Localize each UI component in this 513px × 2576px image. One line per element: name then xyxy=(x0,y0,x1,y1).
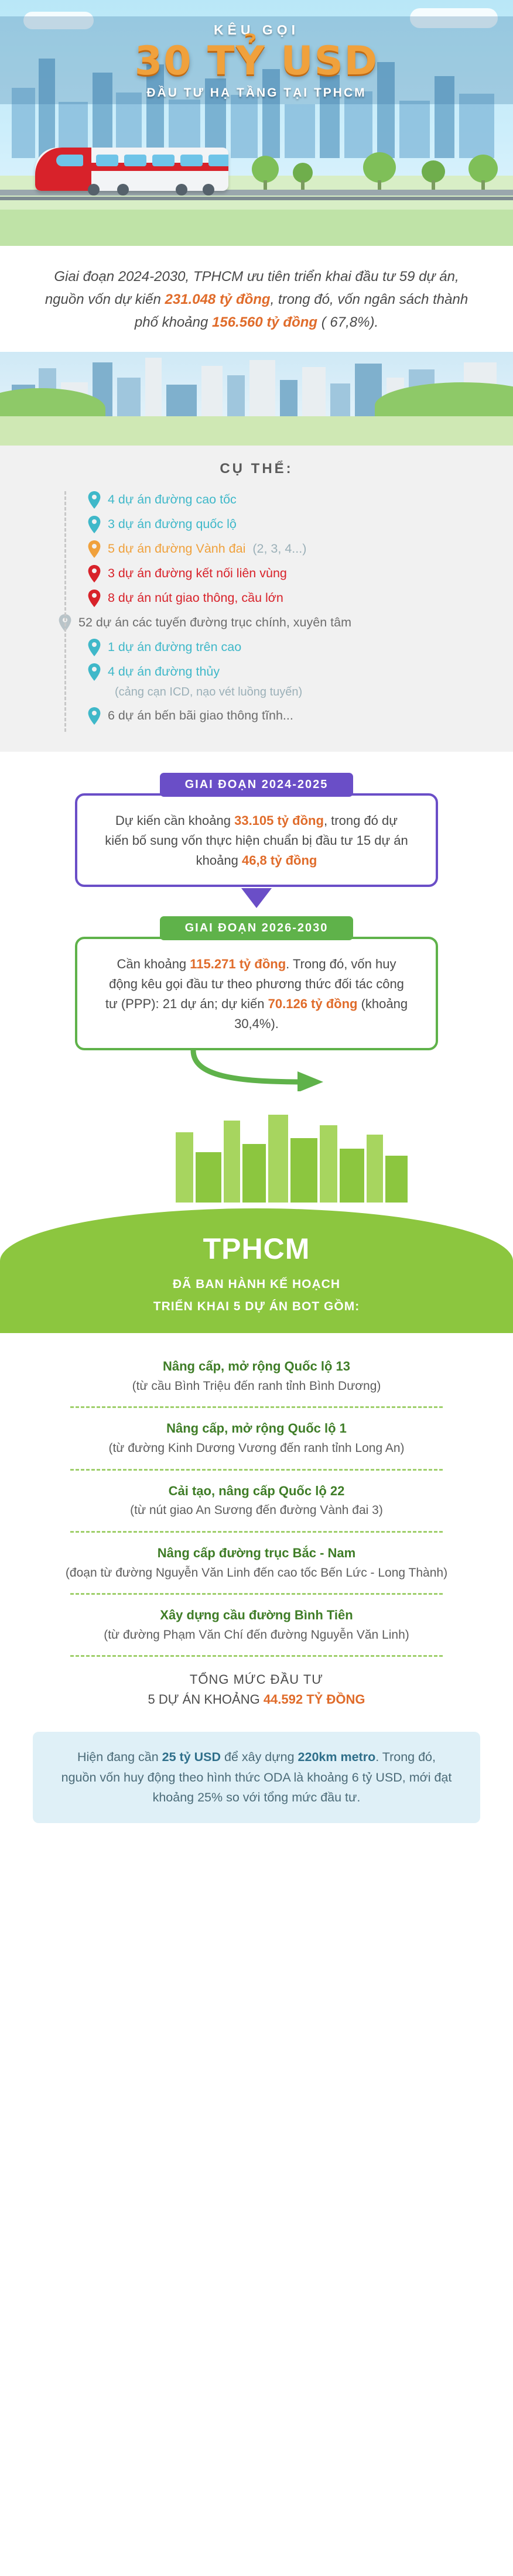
detail-row xyxy=(88,586,513,611)
phase-text-1: Cần khoảng xyxy=(117,956,190,971)
curved-arrow-icon xyxy=(0,1050,513,1091)
detail-row-label: 3 dự án đường quốc lộ xyxy=(108,517,237,532)
green-skyline xyxy=(0,1097,513,1203)
project-name: Xây dựng cầu đường Bình Tiên xyxy=(160,1608,353,1623)
green-banner xyxy=(0,1208,513,1333)
detail-dashed-line xyxy=(64,491,66,732)
tree-icon xyxy=(252,157,279,190)
phase-body xyxy=(75,937,438,1050)
hero-subheadline: ĐẦU TƯ HẠ TẦNG TẠI TPHCM xyxy=(146,86,367,100)
footnote-text-1: Hiện đang cần xyxy=(77,1750,162,1765)
skyline-building xyxy=(399,101,430,158)
map-pin-icon xyxy=(88,639,101,656)
city-building xyxy=(117,378,141,419)
detail-row xyxy=(88,704,513,728)
hero-headline: 30 TỶ USD xyxy=(134,38,379,84)
detail-row-label: 6 dự án bến bãi giao thông tĩnh... xyxy=(108,708,293,723)
skyline-building xyxy=(285,104,315,158)
rail-track xyxy=(0,197,513,200)
detail-row-subnote: (cảng cạn ICD, nạo vét luồng tuyến) xyxy=(115,685,303,698)
city-ground xyxy=(0,416,513,446)
map-pin-icon xyxy=(88,491,101,509)
city-strip-illustration xyxy=(0,352,513,446)
train-window xyxy=(208,155,228,166)
project-detail: (từ nút giao An Sương đến đường Vành đai 3) xyxy=(130,1503,383,1517)
detail-row xyxy=(59,611,513,635)
city-building xyxy=(330,383,350,419)
projects-list xyxy=(0,1333,513,1719)
phase-value-1: 33.105 tỷ đồng xyxy=(234,813,324,828)
tree-icon xyxy=(468,156,498,190)
footnote-value-2: 220km metro xyxy=(297,1750,376,1765)
train-wheel xyxy=(176,184,187,196)
phase-2026-2030 xyxy=(52,916,461,1050)
phase-value-1: 115.271 tỷ đồng xyxy=(190,956,286,971)
green-building xyxy=(290,1138,317,1203)
detail-row-label: 4 dự án đường thủy xyxy=(108,664,220,679)
detail-heading: CỤ THỂ: xyxy=(220,460,293,477)
divider xyxy=(70,1406,443,1408)
project-item xyxy=(0,1597,513,1653)
hero-banner xyxy=(0,0,513,246)
total-label: TỔNG MỨC ĐẦU TƯ xyxy=(189,1672,324,1687)
hero-title-group xyxy=(0,22,513,100)
train-illustration xyxy=(35,148,228,191)
detail-row xyxy=(88,488,513,512)
green-building xyxy=(196,1152,221,1203)
map-pin-icon xyxy=(88,516,101,533)
map-pin-icon xyxy=(88,565,101,583)
detail-row-label: 4 dự án đường cao tốc xyxy=(108,492,237,507)
train-window xyxy=(152,155,175,166)
green-title: TPHCM xyxy=(203,1232,310,1266)
train-wheel xyxy=(203,184,214,196)
train-window xyxy=(96,155,118,166)
project-detail: (từ cầu Bình Triệu đến ranh tỉnh Bình Dương) xyxy=(132,1379,381,1393)
project-name: Nâng cấp, mở rộng Quốc lộ 13 xyxy=(162,1359,351,1374)
phase-pill-label: GIAI ĐOẠN 2026-2030 xyxy=(160,916,353,940)
detail-row xyxy=(88,537,513,561)
city-building xyxy=(145,358,162,419)
intro-paragraph xyxy=(0,246,513,352)
hero-ground-front xyxy=(0,210,513,246)
divider xyxy=(70,1531,443,1533)
tree-icon xyxy=(422,160,445,190)
green-building xyxy=(320,1125,337,1203)
phases-section xyxy=(0,752,513,1098)
project-item xyxy=(0,1535,513,1591)
phase-text-1: Dự kiến cần khoảng xyxy=(115,813,235,828)
detail-row xyxy=(88,635,513,660)
project-detail: (từ đường Phạm Văn Chí đến đường Nguyễn Văn Linh) xyxy=(104,1628,409,1642)
detail-row xyxy=(88,512,513,537)
skyline-building xyxy=(231,95,258,158)
hero-kicker: KÊU GỌI xyxy=(213,22,300,37)
detail-row-label: 1 dự án đường trên cao xyxy=(108,640,242,655)
detail-row-note: (2, 3, 4...) xyxy=(252,542,307,556)
detail-row xyxy=(88,660,513,684)
detail-row xyxy=(88,561,513,586)
footnote-text-2: để xây dựng xyxy=(221,1750,298,1765)
train-window xyxy=(124,155,146,166)
project-item xyxy=(0,1410,513,1466)
divider xyxy=(70,1469,443,1471)
train-window xyxy=(180,155,203,166)
green-building xyxy=(176,1132,193,1203)
intro-text-3: ( 67,8%). xyxy=(317,314,379,330)
green-building xyxy=(385,1156,408,1203)
detail-row-label: 52 dự án các tuyến đường trục chính, xuyên tâm xyxy=(78,615,351,630)
phase-pill-label: GIAI ĐOẠN 2024-2025 xyxy=(160,773,353,797)
phase-text-2: . Trong đó, vốn huy động kêu gọi đầu tư theo phương thức đối tác công tư (PPP): 21 dự án; dự kiến xyxy=(105,956,404,1012)
city-building xyxy=(201,366,223,419)
city-building xyxy=(166,385,197,419)
green-subtitle-line1: ĐÃ BAN HÀNH KẾ HOẠCH xyxy=(173,1277,340,1292)
project-name: Nâng cấp, mở rộng Quốc lộ 1 xyxy=(166,1421,347,1436)
phase-value-2: 70.126 tỷ đồng xyxy=(268,996,358,1012)
green-subtitle-line2: TRIỂN KHAI 5 DỰ ÁN BOT GỒM: xyxy=(153,1299,360,1313)
detail-row-label: 3 dự án đường kết nối liên vùng xyxy=(108,566,287,581)
intro-value-2: 156.560 tỷ đồng xyxy=(212,314,318,330)
phase-value-2: 46,8 tỷ đồng xyxy=(241,852,317,868)
phase-text-2: , trong đó dự kiến bố sung vốn thực hiện chuẩn bị đầu tư 15 dự án khoảng xyxy=(105,813,408,868)
city-building xyxy=(227,375,245,419)
city-building xyxy=(249,360,275,419)
project-name: Cải tạo, nâng cấp Quốc lộ 22 xyxy=(168,1483,345,1498)
total-value: 44.592 TỶ ĐỒNG xyxy=(263,1692,365,1707)
divider xyxy=(70,1593,443,1595)
green-building xyxy=(268,1115,288,1203)
footnote-text-3: . Trong đó, nguồn vốn huy động theo hình thức ODA là khoảng 6 tỷ USD, mới đạt khoảng 25% so với tổng mức đầu tư. xyxy=(61,1750,452,1805)
map-pin-icon xyxy=(88,707,101,725)
project-item xyxy=(0,1348,513,1404)
map-pin-icon xyxy=(88,540,101,558)
intro-value-1: 231.048 tỷ đồng xyxy=(165,291,271,307)
intro-text-1: Giai đoạn 2024-2030, TPHCM ưu tiên triển khai đầu tư 59 dự án, nguồn vốn dự kiến xyxy=(45,269,459,307)
phase-2024-2025 xyxy=(52,773,461,887)
train-window xyxy=(56,155,83,166)
footnote-box xyxy=(33,1732,480,1823)
footnote-value-1: 25 tỷ USD xyxy=(162,1750,221,1765)
green-building xyxy=(242,1144,266,1203)
project-item xyxy=(0,1473,513,1529)
tree-icon xyxy=(363,152,396,190)
detail-row-label: 8 dự án nút giao thông, cầu lớn xyxy=(108,591,283,605)
project-detail: (từ đường Kinh Dương Vương đến ranh tỉnh Long An) xyxy=(108,1441,405,1455)
intro-text-2: , trong đó, vốn ngân sách thành phố khoảng xyxy=(134,291,468,330)
tree-icon xyxy=(293,163,313,190)
green-building xyxy=(367,1135,383,1203)
map-pin-icon xyxy=(88,663,101,681)
map-pin-icon xyxy=(88,590,101,607)
arrow-down-icon xyxy=(241,888,272,908)
green-building xyxy=(224,1121,240,1203)
total-text: 5 DỰ ÁN KHOẢNG xyxy=(148,1692,264,1707)
detail-row-label: 5 dự án đường Vành đai xyxy=(108,542,246,556)
total-value-row xyxy=(23,1690,490,1710)
city-building xyxy=(302,367,326,419)
phase-body xyxy=(75,793,438,887)
phase-text-3: (khoảng 30,4%). xyxy=(234,996,408,1032)
train-wheel xyxy=(117,184,129,196)
green-building xyxy=(340,1149,364,1203)
divider xyxy=(70,1655,443,1657)
detail-panel xyxy=(0,446,513,752)
city-building xyxy=(280,380,297,419)
train-wheel xyxy=(88,184,100,196)
project-detail: (đoạn từ đường Nguyễn Văn Linh đến cao tốc Bến Lức - Long Thành) xyxy=(65,1566,448,1580)
total-investment xyxy=(0,1659,513,1715)
project-name: Nâng cấp đường trục Bắc - Nam xyxy=(157,1545,356,1560)
